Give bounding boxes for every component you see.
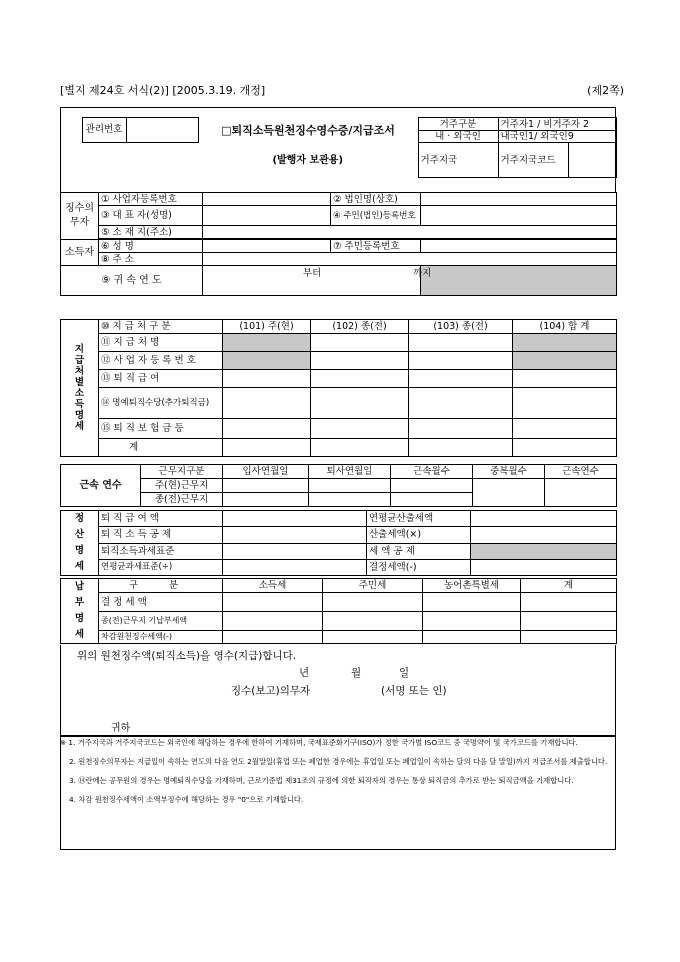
tax-table bbox=[60, 578, 617, 644]
col-104: (104) 합 계 bbox=[513, 320, 617, 334]
note-3: 3. ⑭란에는 공무원의 경우는 명예퇴직수당을 기재하며, 근로기준법 제31조의 규정에 의한 퇴직자의 경우는 통상 퇴직금의 추가로 받는 퇴직금액을 기재합니다. bbox=[69, 776, 574, 785]
registration-number-field[interactable] bbox=[421, 206, 617, 226]
insurance-label: ⑮ 퇴 직 보 험 금 등 bbox=[99, 419, 223, 439]
payer-type-label: ⑩ 지 급 처 구 분 bbox=[99, 320, 223, 334]
col-103: (103) 종(전) bbox=[409, 320, 513, 334]
confirmation-box bbox=[60, 645, 616, 736]
settlement-group: 정산명세 bbox=[61, 511, 99, 576]
notes-frame bbox=[60, 736, 616, 850]
calculated-tax-label: 산출세액(×) bbox=[367, 527, 471, 543]
signature-label: (서명 또는 인) bbox=[381, 685, 447, 697]
payment-total-label: 계 bbox=[99, 439, 223, 457]
avg-tax-base-label: 연평균과세표준(÷) bbox=[99, 559, 223, 575]
business-number-field[interactable] bbox=[203, 193, 331, 206]
earner-address-field[interactable] bbox=[203, 253, 617, 266]
tax-credit-label: 세 액 공 제 bbox=[367, 543, 471, 559]
period-to: 까지 bbox=[413, 268, 432, 279]
representative-field[interactable] bbox=[203, 206, 331, 226]
month-label: 월 bbox=[351, 667, 362, 679]
tax-division-label: 구 분 bbox=[99, 579, 223, 593]
tenure-type: 근무지구분 bbox=[141, 465, 223, 479]
avg-tax-label: 연평균산출세액 bbox=[367, 511, 471, 527]
confirmation-text: 위의 원천징수액(퇴직소득)을 영수(지급)합니다. bbox=[77, 650, 297, 662]
withholding-agent-label: 징수(보고)의무자 bbox=[231, 685, 311, 697]
title-frame bbox=[60, 107, 616, 193]
honorary-pay-label: ⑭ 명예퇴직수당(추가퇴직금) bbox=[99, 388, 223, 419]
day-label: 일 bbox=[399, 667, 410, 679]
address-field[interactable] bbox=[203, 226, 617, 239]
address-label: ⑤ 소 재 지(주소) bbox=[99, 226, 203, 239]
col-101: (101) 주(현) bbox=[223, 320, 311, 334]
income-tax-label: 소득세 bbox=[223, 579, 323, 593]
payer-bizno-103[interactable] bbox=[409, 352, 513, 370]
prepaid-tax-label: 종(전)근무지 기납부세액 bbox=[99, 612, 223, 631]
page-number: (제2쪽) bbox=[587, 84, 624, 97]
hire-date-label: 입사연월일 bbox=[223, 465, 309, 479]
resident-tax-label: 주민세 bbox=[323, 579, 423, 593]
leave-date-label: 퇴사연월일 bbox=[309, 465, 391, 479]
residency-label: 거주구분 bbox=[418, 118, 498, 131]
months-label: 근속월수 bbox=[391, 465, 473, 479]
earner-name-label: ⑥ 성 명 bbox=[99, 240, 203, 253]
earner-id-label: ⑦ 주민등록번호 bbox=[331, 240, 421, 253]
payer-name-103[interactable] bbox=[409, 334, 513, 352]
payer-name-label: ⑪ 지 급 처 명 bbox=[99, 334, 223, 352]
period-field[interactable] bbox=[203, 266, 432, 296]
retirement-amount-label: 퇴 직 급 여 액 bbox=[99, 511, 223, 527]
representative-label: ③ 대 표 자(성명) bbox=[99, 206, 203, 226]
rural-tax-label: 농어촌특별세 bbox=[423, 579, 521, 593]
earner-name-field[interactable] bbox=[203, 240, 331, 253]
period-shade bbox=[421, 266, 617, 296]
country-label: 거주지국 bbox=[418, 143, 498, 178]
payment-table bbox=[60, 319, 617, 457]
determined-tax-label: 결정세액(-) bbox=[367, 559, 471, 575]
period-from: 부터 bbox=[303, 268, 322, 279]
note-2: 2. 원천징수의무자는 지급일이 속하는 연도의 다음 연도 2월말일(휴업 또는 폐업한 경우에는 휴업일 또는 폐업일이 속하는 달의 다음 달 말일)까지 지급조서를 제출합니다. bbox=[69, 757, 608, 766]
settlement-table bbox=[60, 510, 617, 576]
form-reference: [별지 제24호 서식(2)] [2005.3.19. 개정] bbox=[60, 84, 266, 97]
previous-workplace: 종(전)근무지 bbox=[141, 493, 223, 507]
retirement-pay-label: ⑬ 퇴 직 급 여 bbox=[99, 370, 223, 388]
tax-group: 납부명세 bbox=[61, 579, 99, 644]
col-102: (102) 종(전) bbox=[311, 320, 409, 334]
form-title: □퇴직소득원천징수영수증/지급조서 bbox=[221, 123, 395, 137]
residency-value: 거주자1 / 비거주자 2 bbox=[498, 118, 616, 131]
payer-bizno-label: ⑫ 사 업 자 등 록 번 호 bbox=[99, 352, 223, 370]
current-workplace: 주(현)근무지 bbox=[141, 479, 223, 493]
period-label: ⑨ 귀 속 연 도 bbox=[61, 266, 203, 296]
company-name-label: ② 법인명(상호) bbox=[331, 193, 421, 206]
payer-name-102[interactable] bbox=[311, 334, 409, 352]
country-code-label: 거주지국코드 bbox=[498, 143, 568, 178]
tenure-table bbox=[60, 464, 617, 507]
nationality-value: 내국인1/ 외국인9 bbox=[498, 131, 616, 143]
note-4: 4. 차감 원천징수세액이 소액부징수에 해당하는 경우 "0"으로 기재합니다. bbox=[69, 795, 304, 804]
years-label: 근속연수 bbox=[545, 465, 617, 479]
earner-id-field[interactable] bbox=[421, 240, 617, 253]
overlap-months-label: 중복월수 bbox=[473, 465, 545, 479]
income-deduction-label: 퇴 직 소 득 공 제 bbox=[99, 527, 223, 543]
payer-bizno-102[interactable] bbox=[311, 352, 409, 370]
withholder-table bbox=[60, 192, 617, 296]
tenure-label: 근속 연수 bbox=[61, 465, 141, 507]
determined-amount-label: 결 정 세 액 bbox=[99, 593, 223, 612]
withholder-group: 징수의무자 bbox=[61, 193, 99, 240]
addressee-label: 귀하 bbox=[111, 723, 131, 734]
earner-address-label: ⑧ 주 소 bbox=[99, 253, 203, 266]
note-1: ※ 1. 거주지국과 거주지국코드는 외국인에 해당하는 경우에 한하여 기재하며, 국제표준화기구(ISO)가 정한 국가별 ISO코드 중 국명약어 및 국가코드를 기재합니다. bbox=[60, 738, 578, 747]
year-label: 년 bbox=[299, 667, 310, 679]
management-number-label: 관리번호 bbox=[82, 118, 126, 143]
withholding-tax-label: 차감원천징수세액(-) bbox=[99, 630, 223, 643]
tax-base-label: 퇴직소득과세표준 bbox=[99, 543, 223, 559]
payment-group: 지급처별소득명세 bbox=[61, 320, 99, 457]
business-number-label: ① 사업자등록번호 bbox=[99, 193, 203, 206]
nationality-label: 내 · 외국인 bbox=[418, 131, 498, 143]
company-name-field[interactable] bbox=[421, 193, 617, 206]
form-subtitle: (발행자 보관용) bbox=[272, 154, 344, 166]
tax-total-label: 계 bbox=[521, 579, 617, 593]
earner-group: 소득자 bbox=[61, 240, 99, 266]
registration-number-label: ④ 주민(법인)등록번호 bbox=[331, 206, 421, 226]
checkbox[interactable]: □ bbox=[221, 123, 232, 137]
